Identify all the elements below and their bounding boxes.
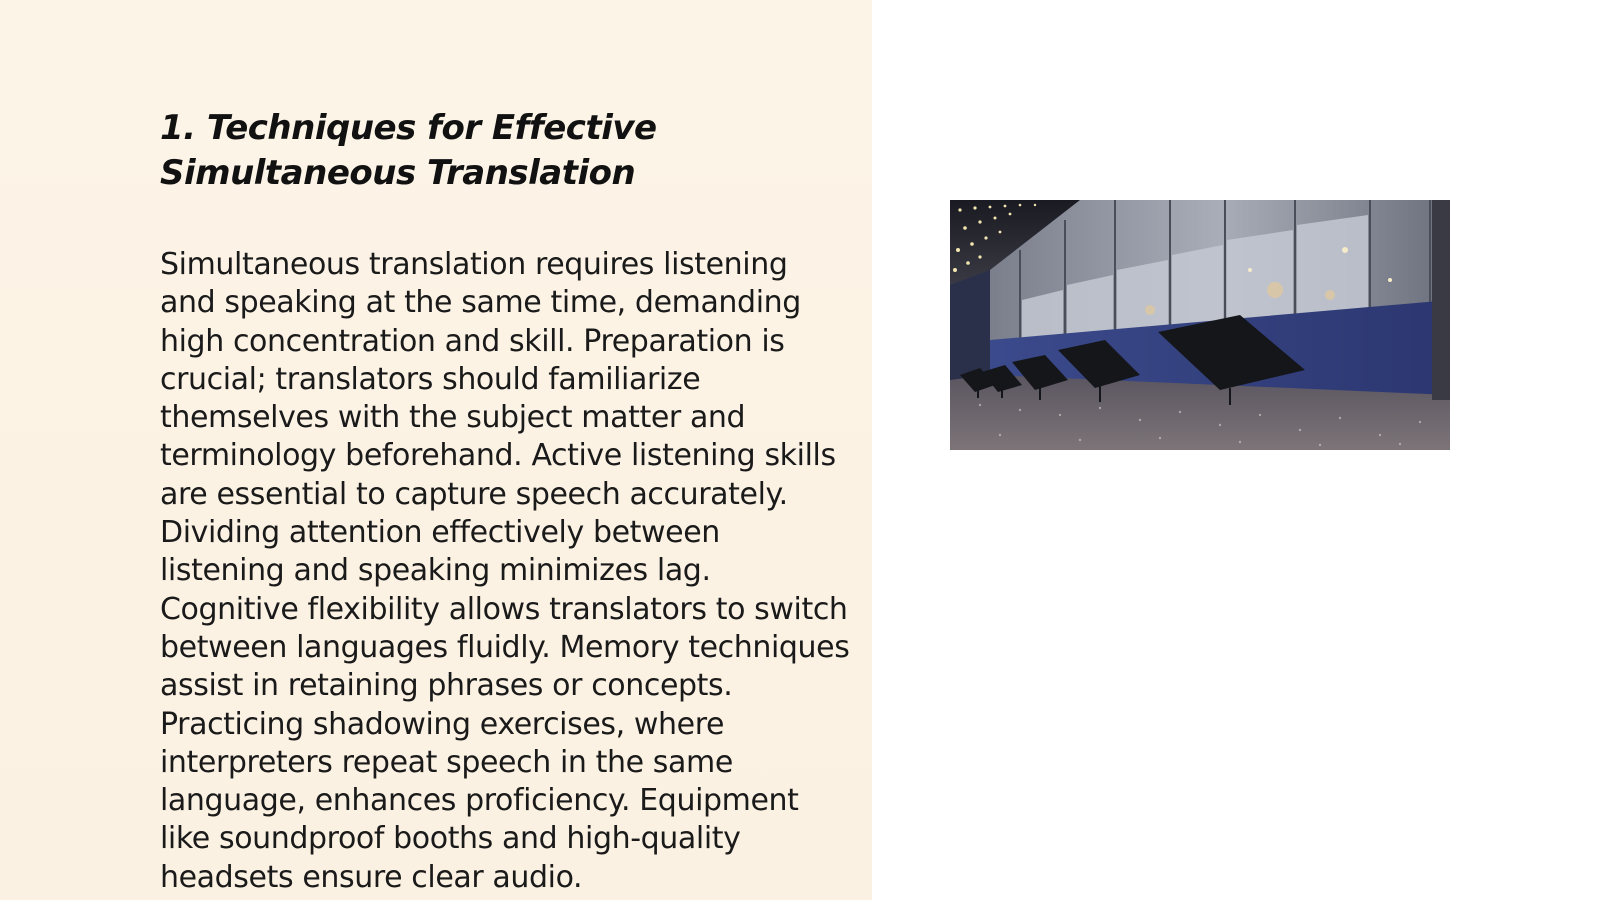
interpreter-booths-photo: [950, 200, 1450, 450]
slide-title: 1. Techniques for Effective Simultaneous Translation: [160, 108, 657, 193]
slide-body-text: Simultaneous translation requires listening and speaking at the same time, demanding high concentration and skill. Preparation is crucial; translators should familiarize themselves with the subject matter and terminology beforehand. Active listening skills are essential to capture speech accurately. Dividing attention effectively between listening and speaking minimizes lag. Cognitive flexibility allows translators to switch between languages fluidly. Memory techniques assist in retaining phrases or concepts. Practicing shadowing exercises, where interpreters repeat speech in the same language, enhances proficiency. Equipment like soundproof booths and high-quality headsets ensure clear audio.: [160, 247, 850, 895]
interpreter-booths-illustration: [950, 200, 1450, 450]
